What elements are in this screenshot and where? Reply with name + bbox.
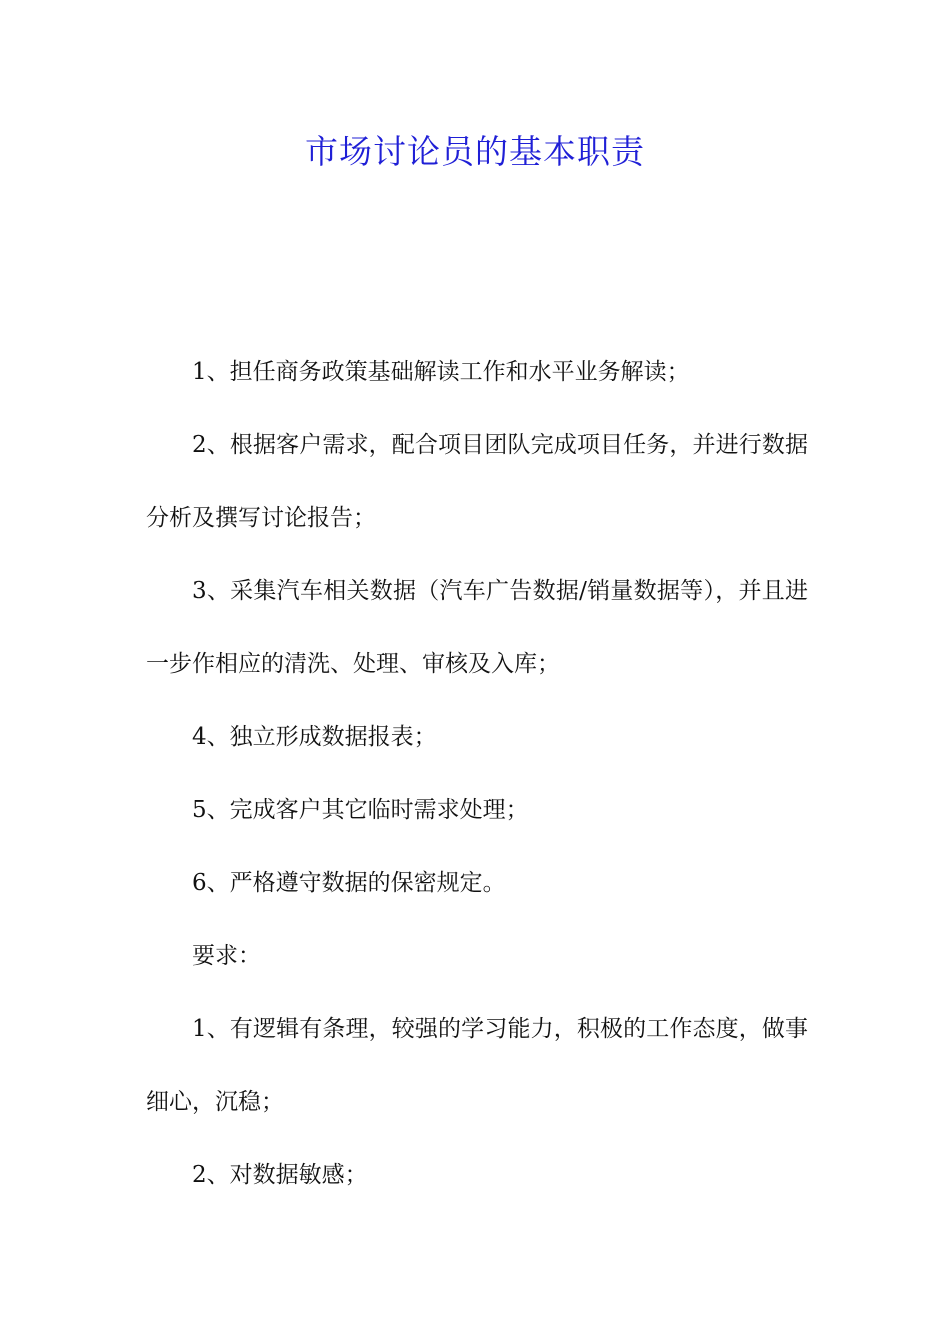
duty-item-3: 3、采集汽车相关数据（汽车广告数据/销量数据等），并且进一步作相应的清洗、处理、审核及入库；	[146, 578, 808, 677]
requirement-item-1: 1、有逻辑有条理，较强的学习能力，积极的工作态度，做事细心，沉稳；	[146, 1016, 808, 1115]
document-title: 市场讨论员的基本职责	[305, 132, 645, 171]
duty-item-4: 4、独立形成数据报表；	[192, 724, 437, 750]
requirements-heading: 要求：	[192, 943, 261, 969]
duty-item-5: 5、完成客户其它临时需求处理；	[192, 797, 529, 823]
duty-item-6: 6、严格遵守数据的保密规定。	[192, 870, 506, 896]
duty-item-2: 2、根据客户需求，配合项目团队完成项目任务，并进行数据分析及撰写讨论报告；	[146, 432, 808, 531]
document-body	[146, 336, 808, 1212]
duty-item-1: 1、担任商务政策基础解读工作和水平业务解读；	[192, 359, 690, 385]
requirement-item-2: 2、对数据敏感；	[192, 1162, 368, 1188]
